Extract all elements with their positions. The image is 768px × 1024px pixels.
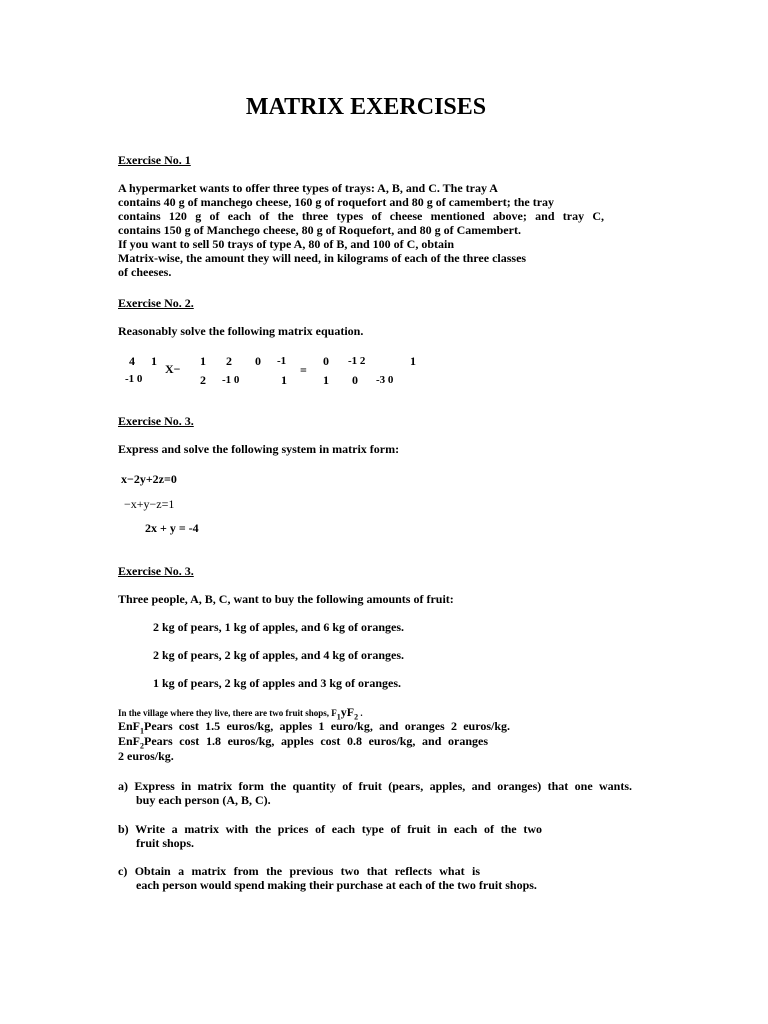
exercise-1-line-4: contains 150 g of Manchego cheese, 80 g of Roquefort, and 80 g of Camembert.: [118, 223, 521, 237]
matrix-cell: -1 2: [348, 355, 366, 367]
exercise-1-line-5: If you want to sell 50 trays of type A, 80 of B, and 100 of C, obtain: [118, 237, 455, 251]
matrix-cell: -3 0: [376, 374, 394, 386]
shop-2-text: Pears cost 1.8 euros/kg, apples cost 0.8 euros/kg, and oranges: [144, 734, 488, 748]
matrix-cell: 1: [323, 373, 329, 387]
village-y: yF: [340, 705, 355, 719]
equation-3: 2x + y = -4: [145, 521, 199, 535]
shop-1-prefix: EnF: [118, 719, 141, 733]
shop-1-text: Pears cost 1.5 euros/kg, apples 1 euro/kg, and oranges 2 euros/kg.: [144, 719, 510, 733]
village-text: In the village where they live, there are two fruit shops, F: [118, 708, 337, 718]
exercise-1-line-7: of cheeses.: [118, 265, 172, 279]
shop-subscript: 2: [140, 741, 145, 751]
matrix-cell: 1: [281, 373, 287, 387]
matrix-equals-operator: =: [300, 363, 307, 377]
question-a-line-1: a) Express in matrix form the quantity of fruit (pears, apples, and oranges) that one wants.: [118, 779, 632, 793]
matrix-cell: 1: [410, 354, 416, 368]
question-c-line-2: each person would spend making their purchase at each of the two fruit shops.: [136, 878, 537, 892]
fruit-amount-c: 1 kg of pears, 2 kg of apples and 3 kg of oranges.: [153, 676, 402, 690]
exercise-1-line-1: A hypermarket wants to offer three types of trays: A, B, and C. The tray A: [118, 181, 498, 195]
exercise-3-heading: Exercise No. 3.: [118, 414, 194, 428]
exercise-1-heading: Exercise No. 1: [118, 153, 191, 167]
matrix-cell: 1: [200, 354, 206, 368]
question-b-line-1: b) Write a matrix with the prices of each type of fruit in each of the two: [118, 822, 542, 836]
equation-1: x−2y+2z=0: [121, 472, 177, 486]
shop-2-prefix: EnF: [118, 734, 141, 748]
exercise-1-line-3: contains 120 g of each of the three types of cheese mentioned above; and tray C,: [118, 209, 604, 223]
matrix-x-operator: X−: [165, 362, 181, 376]
village-end: .: [358, 708, 363, 718]
fruit-amount-a: 2 kg of pears, 1 kg of apples, and 6 kg of oranges.: [153, 620, 405, 634]
matrix-cell: -1 0: [222, 374, 240, 386]
fruit-amount-b: 2 kg of pears, 2 kg of apples, and 4 kg of oranges.: [153, 648, 405, 662]
question-c-line-1: c) Obtain a matrix from the previous two that reflects what is: [118, 864, 480, 878]
shop-subscript: 1: [336, 712, 341, 722]
question-b-line-2: fruit shops.: [136, 836, 195, 850]
matrix-cell: 0: [352, 373, 358, 387]
matrix-cell: 0: [255, 354, 261, 368]
matrix-cell: 4: [129, 354, 135, 368]
exercise-2-heading: Exercise No. 2.: [118, 296, 194, 310]
exercise-4-intro: Three people, A, B, C, want to buy the following amounts of fruit:: [118, 592, 454, 606]
shop-subscript: 2: [354, 712, 359, 722]
matrix-cell: 2: [226, 354, 232, 368]
exercise-3-intro: Express and solve the following system in matrix form:: [118, 442, 400, 456]
matrix-cell: 1: [151, 354, 157, 368]
exercise-4-heading: Exercise No. 3.: [118, 564, 194, 578]
exercise-1-line-2: contains 40 g of manchego cheese, 160 g of roquefort and 80 g of camembert; the tray: [118, 195, 555, 209]
page-title: MATRIX EXERCISES: [245, 94, 487, 120]
exercise-2-intro: Reasonably solve the following matrix equation.: [118, 324, 364, 338]
equation-2: −x+y−z=1: [124, 497, 175, 511]
exercise-1-line-6: Matrix-wise, the amount they will need, in kilograms of each of the three classes: [118, 251, 527, 265]
shop-2-prices-continued: 2 euros/kg.: [118, 749, 174, 763]
question-a-line-2: buy each person (A, B, C).: [136, 793, 271, 807]
matrix-cell: 0: [323, 354, 329, 368]
shop-subscript: 1: [140, 726, 145, 736]
matrix-cell: -1 0: [125, 373, 143, 385]
matrix-cell: -1: [277, 355, 287, 367]
matrix-cell: 2: [200, 373, 206, 387]
